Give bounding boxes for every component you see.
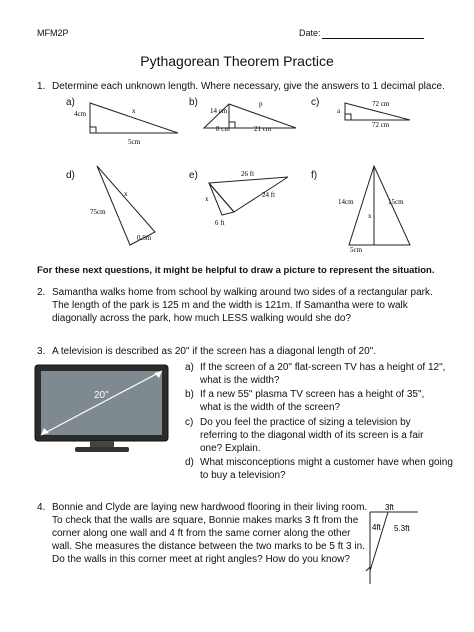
q3c-label: c) — [185, 417, 194, 428]
fig-b-base-right: 21 cm — [254, 125, 272, 133]
q3c-line: one? Explain. — [200, 443, 261, 454]
q1-number: 1. — [37, 81, 46, 92]
q2-line: The length of the park is 125 m and the width is 121m. If Samantha were to walk — [52, 300, 408, 311]
q3c-line: referring to the diagonal width of its screen is a fair — [200, 430, 424, 441]
triangle-d — [97, 166, 155, 245]
triangle-e — [209, 177, 288, 215]
fig-c-unknown: a — [337, 107, 341, 115]
fig-d-label: d) — [66, 170, 75, 181]
q3-text: A television is described as 20" if the screen has a diagonal length of 20". — [52, 346, 376, 357]
q3d-line: to buy a television? — [200, 470, 286, 481]
q2-line: diagonally across the park, how much LESS walking would she do? — [52, 313, 352, 324]
triangle-c — [345, 103, 410, 120]
fig-b-height: 14 cm — [210, 107, 228, 115]
date-line — [322, 38, 424, 39]
q4-fig-left: 4ft — [372, 523, 381, 532]
q3c-line: Do you feel the practice of sizing a television by — [200, 417, 411, 428]
fig-f-left: 14cm — [338, 198, 354, 206]
q3a-line: If the screen of a 20" flat-screen TV has a height of 12", — [200, 362, 446, 373]
fig-e-unknown: x — [205, 195, 209, 203]
q4-fig-top: 3ft — [385, 503, 394, 512]
fig-c-base: 72 cm — [372, 121, 390, 129]
fig-d-side: 75cm — [90, 208, 106, 216]
fig-b-label: b) — [189, 97, 198, 108]
q3d-line: What misconceptions might a customer have when going — [200, 457, 453, 468]
fig-f-right: 15cm — [388, 198, 404, 206]
q3d-label: d) — [185, 457, 194, 468]
q3b-line: If a new 55" plasma TV screen has a height of 35", — [200, 389, 425, 400]
q3a-label: a) — [185, 362, 194, 373]
fig-a-side1: 4cm — [74, 110, 87, 118]
fig-e-diag: 24 ft — [262, 191, 276, 199]
q2-line: Samantha walks home from school by walking around two sides of a rectangular park. — [52, 287, 433, 298]
fig-d-base: 0.5m — [137, 234, 152, 242]
q3d-text — [200, 456, 453, 482]
q3a-line: what is the width? — [200, 375, 280, 386]
fig-c-hyp: 72 cm — [372, 100, 390, 108]
q3-number: 3. — [37, 346, 46, 357]
fig-a-label: a) — [66, 97, 75, 108]
fig-e-base: 6 ft — [215, 219, 225, 227]
fig-d-unknown: x — [124, 190, 128, 198]
fig-b-unknown: p — [259, 100, 263, 108]
fig-e-label: e) — [189, 170, 198, 181]
q2-number: 2. — [37, 287, 46, 298]
fig-e-top: 26 ft — [241, 170, 255, 178]
q1-text: Determine each unknown length. Where necessary, give the answers to 1 decimal place. — [52, 81, 445, 92]
q4-fig-diag: 5.3ft — [394, 524, 410, 533]
triangle-a — [90, 103, 178, 133]
fig-a-side2: 5cm — [128, 138, 141, 146]
q4-text — [52, 501, 368, 566]
fig-a-unknown: x — [132, 107, 136, 115]
page-title: Pythagorean Theorem Practice — [140, 53, 334, 69]
q4-line: To check that the walls are square, Bonnie makes marks 3 ft from the — [52, 515, 359, 526]
q4-corner-figure — [366, 512, 418, 584]
fig-b-base-left: 8 cm — [216, 125, 230, 133]
q4-line: corner along one wall and 4 ft from the same corner along the other — [52, 528, 351, 539]
fig-f-base: 5cm — [350, 246, 363, 254]
q4-line: wall. She measures the distance between the two marks to be 5 ft 3 in. — [52, 541, 365, 552]
q2-text — [52, 286, 452, 325]
course-code: MFM2P — [37, 28, 69, 38]
q3c-text — [200, 416, 423, 455]
q4-line: Do the walls in this corner meet at right angles? How do you know? — [52, 554, 350, 565]
q4-line: Bonnie and Clyde are laying new hardwood flooring in their living room. — [52, 502, 368, 513]
q3b-label: b) — [185, 389, 194, 400]
triangle-f — [349, 166, 410, 245]
q3b-line: what is the width of the screen? — [200, 402, 341, 413]
fig-c-label: c) — [311, 97, 320, 108]
fig-f-unknown: x — [368, 212, 372, 220]
q3a-text — [200, 361, 445, 387]
television-image — [35, 363, 170, 455]
q4-number: 4. — [37, 502, 46, 513]
instruction-text: For these next questions, it might be helpful to draw a picture to represent the situation. — [37, 265, 435, 276]
triangle-b — [204, 104, 296, 128]
date-label: Date: — [299, 28, 321, 38]
q3b-text — [200, 388, 424, 414]
fig-f-label: f) — [311, 170, 318, 181]
tv-diagonal-label: 20" — [94, 390, 109, 401]
